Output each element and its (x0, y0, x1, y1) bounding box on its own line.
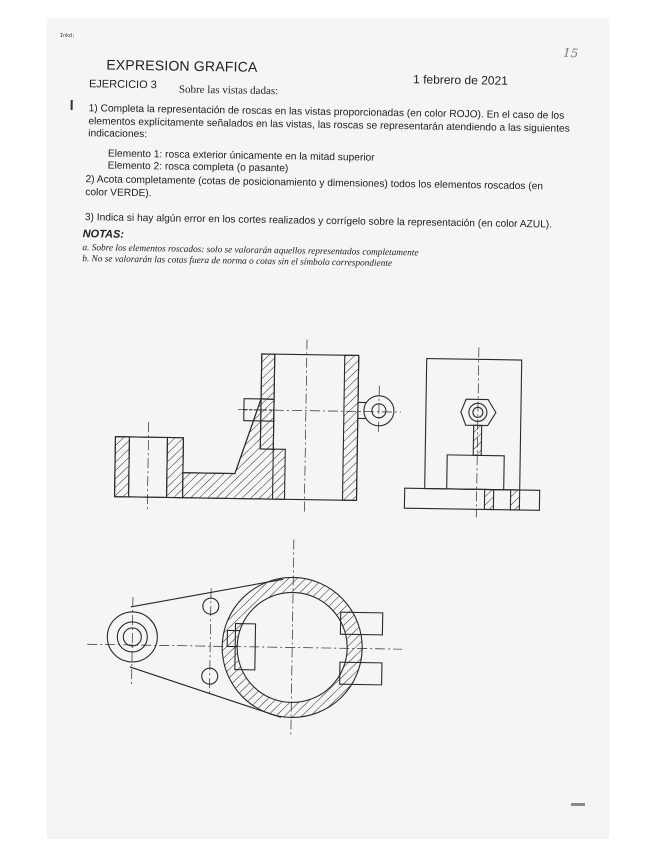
instruction-1: 1) Completa la representación de roscas en las vistas proporcionadas (en color ROJO). En el caso de los elementos explícitamente señalados en las vistas, las roscas se representarán atendiendo a las siguientes indicaciones: (88, 103, 571, 148)
document-date: 1 febrero de 2021 (413, 72, 508, 87)
instruction-element-1: Elemento 1: rosca exterior únicamente en la mitad superior (108, 149, 375, 164)
instruction-3: 3) Indica si hay algún error en los cortes realizados y corrígelo sobre la representación (en color AZUL). (85, 212, 567, 232)
front-section-view (114, 337, 402, 516)
side-view (404, 346, 542, 518)
instruction-2: 2) Acota completamente (cotas de posicionamiento y dimensiones) todos los elementos roscados (en color VERDE). (85, 174, 567, 207)
top-view (86, 536, 404, 736)
page-number: 15 (563, 45, 579, 60)
exercise-subtitle: Sobre las vistas dadas: (179, 84, 278, 98)
exercise-label: EJERCICIO 3 (89, 78, 157, 91)
corner-mark: Inkd: (60, 33, 75, 39)
edge-mark (571, 803, 585, 806)
note-a: a. Sobre los elementos roscados: solo se valorarán aquellos representados completamente (82, 243, 418, 258)
instruction-element-2: Elemento 2: rosca completa (o pasante) (108, 161, 289, 175)
note-b: b. No se valorarán las cotas fuera de norma o cotas sin el símbolo correspondiente (82, 254, 392, 269)
document-title: EXPRESION GRAFICA (106, 56, 257, 74)
notes-heading: NOTAS: (83, 228, 125, 241)
